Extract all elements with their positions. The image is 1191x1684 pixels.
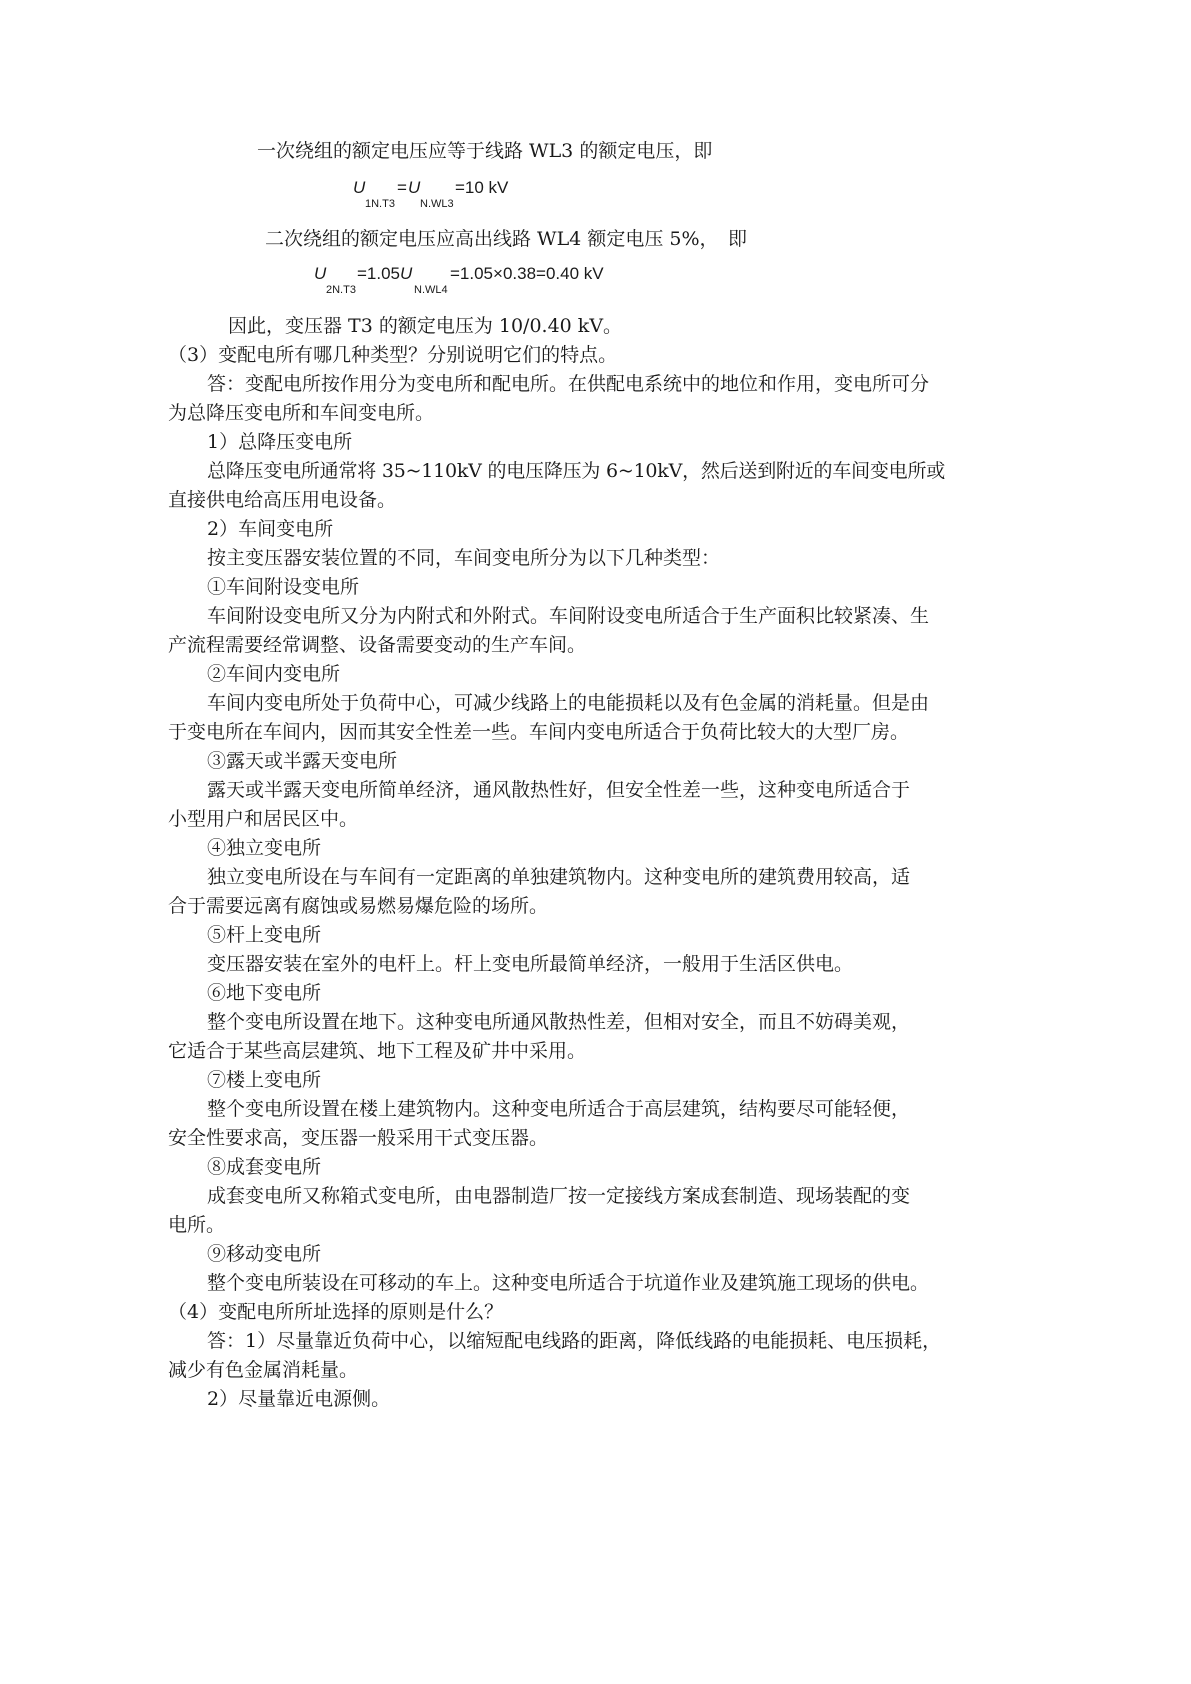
item-heading: ①车间附设变电所 xyxy=(207,576,360,598)
formula-text: =10 kV xyxy=(455,178,509,197)
item-heading: ⑥地下变电所 xyxy=(207,982,322,1004)
text-line: 安全性要求高，变压器一般采用干式变压器。 xyxy=(168,1127,549,1149)
formula-symbol: U xyxy=(408,178,421,197)
formula-subscript: 1N.T3 xyxy=(365,198,395,210)
formula-subscript: 2N.T3 xyxy=(326,284,356,296)
text-line: 产流程需要经常调整、设备需要变动的生产车间。 xyxy=(168,634,587,656)
text-line: 直接供电给高压用电设备。 xyxy=(168,489,397,511)
text-line: 整个变电所装设在可移动的车上。这种变电所适合于坑道作业及建筑施工现场的供电。 xyxy=(207,1272,930,1294)
text-line: 车间内变电所处于负荷中心，可减少线路上的电能损耗以及有色金属的消耗量。但是由 xyxy=(207,692,930,714)
text-line: 为总降压变电所和车间变电所。 xyxy=(168,402,435,424)
item-heading: ⑦楼上变电所 xyxy=(207,1069,322,1091)
text-line: 合于需要远离有腐蚀或易燃易爆危险的场所。 xyxy=(168,895,549,917)
question-heading: （3）变配电所有哪几种类型？分别说明它们的特点。 xyxy=(168,344,618,366)
text-line: 小型用户和居民区中。 xyxy=(168,808,359,830)
formula-text: =1.05 xyxy=(357,264,401,283)
text-line: 总降压变电所通常将 35~110kV 的电压降压为 6~10kV，然后送到附近的车间变电所或 xyxy=(207,460,946,482)
text-line: 整个变电所设置在地下。这种变电所通风散热性差，但相对安全，而且不妨碍美观， xyxy=(207,1011,911,1033)
text-line: 车间附设变电所又分为内附式和外附式。车间附设变电所适合于生产面积比较紧凑、生 xyxy=(207,605,930,627)
subsection-heading: 2）车间变电所 xyxy=(207,518,334,540)
text-line: 于变电所在车间内，因而其安全性差一些。车间内变电所适合于负荷比较大的大型厂房。 xyxy=(168,721,910,743)
formula-symbol: U xyxy=(400,264,413,283)
text-line: 成套变电所又称箱式变电所，由电器制造厂按一定接线方案成套制造、现场装配的变 xyxy=(207,1185,911,1207)
formula-subscript: N.WL4 xyxy=(414,284,448,296)
formula-text: = xyxy=(397,178,407,197)
formula-symbol: U xyxy=(353,178,366,197)
text-line: 变压器安装在室外的电杆上。杆上变电所最简单经济，一般用于生活区供电。 xyxy=(207,953,854,975)
text-line: 答：1）尽量靠近负荷中心，以缩短配电线路的距离，降低线路的电能损耗、电压损耗， xyxy=(207,1330,942,1352)
item-heading: ④独立变电所 xyxy=(207,837,322,859)
item-heading: ③露天或半露天变电所 xyxy=(207,750,398,772)
text-line: 答：变配电所按作用分为变电所和配电所。在供配电系统中的地位和作用，变电所可分 xyxy=(207,373,930,395)
text-line: 整个变电所设置在楼上建筑物内。这种变电所适合于高层建筑，结构要尽可能轻便， xyxy=(207,1098,911,1120)
subsection-heading: 1）总降压变电所 xyxy=(207,431,353,453)
item-heading: ⑤杆上变电所 xyxy=(207,924,322,946)
item-heading: ⑨移动变电所 xyxy=(207,1243,322,1265)
item-heading: ⑧成套变电所 xyxy=(207,1156,322,1178)
question-heading: （4）变配电所所址选择的原则是什么？ xyxy=(168,1301,504,1323)
item-heading: ②车间内变电所 xyxy=(207,663,341,685)
text-line: 它适合于某些高层建筑、地下工程及矿井中采用。 xyxy=(168,1040,587,1062)
text-line: 电所。 xyxy=(168,1214,226,1236)
text-line: 独立变电所设在与车间有一定距离的单独建筑物内。这种变电所的建筑费用较高，适 xyxy=(207,866,911,888)
formula-subscript: N.WL3 xyxy=(420,198,454,210)
text-line: 因此，变压器 T3 的额定电压为 10/0.40 kV。 xyxy=(228,315,623,337)
text-line: 二次绕组的额定电压应高出线路 WL4 额定电压 5%， 即 xyxy=(265,228,747,250)
text-line: 按主变压器安装位置的不同，车间变电所分为以下几种类型： xyxy=(207,547,721,569)
text-line: 一次绕组的额定电压应等于线路 WL3 的额定电压，即 xyxy=(257,140,713,162)
text-line: 减少有色金属消耗量。 xyxy=(168,1359,359,1381)
formula-text: =1.05×0.38=0.40 kV xyxy=(450,264,604,283)
text-line: 露天或半露天变电所简单经济，通风散热性好，但安全性差一些，这种变电所适合于 xyxy=(207,779,911,801)
text-line: 2）尽量靠近电源侧。 xyxy=(207,1388,391,1410)
formula-symbol: U xyxy=(314,264,327,283)
